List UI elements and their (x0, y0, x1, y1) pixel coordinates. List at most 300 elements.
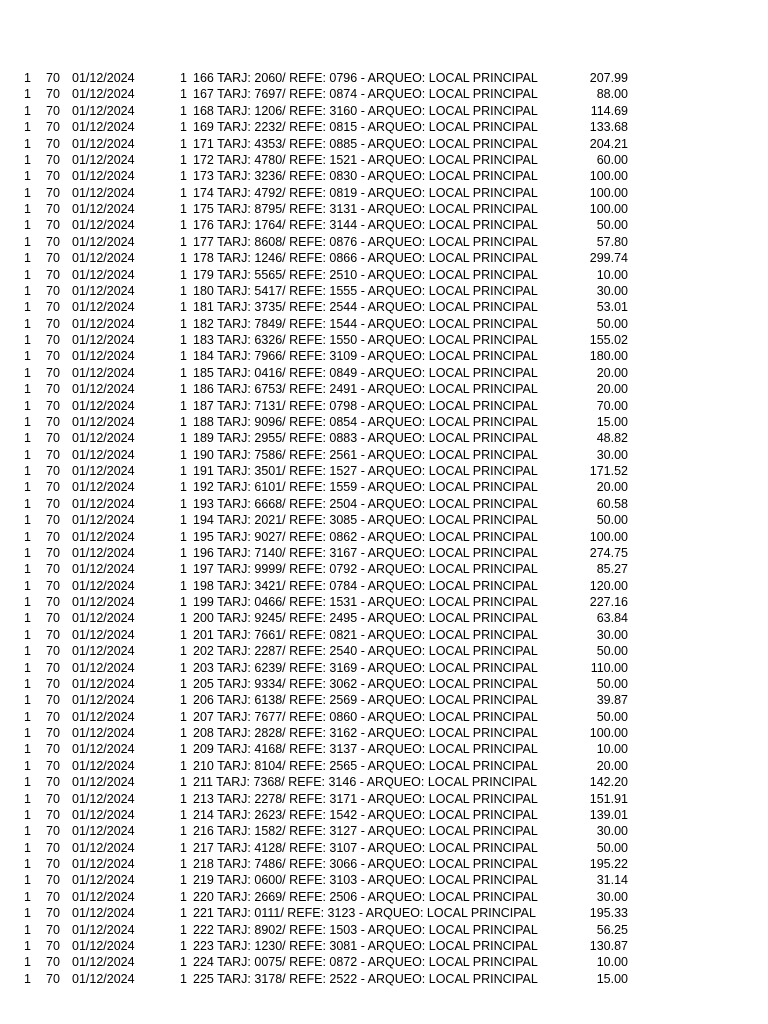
amount-cell: 207.99 (589, 71, 628, 85)
date-cell: 01/12/2024 (72, 824, 135, 839)
table-row (0, 660, 768, 676)
description-cell: 171 TARJ: 4353/ REFE: 0885 - ARQUEO: LOCAL PRINCIPAL (193, 136, 538, 151)
col-2-cell: 70 (46, 644, 60, 659)
amount-cell: 142.20 (589, 775, 628, 790)
date-cell: 01/12/2024 (72, 693, 135, 708)
table-row (0, 299, 768, 315)
amount-cell: 63.84 (596, 611, 628, 626)
col-4-cell: 1 (180, 447, 187, 462)
description-cell: 174 TARJ: 4792/ REFE: 0819 - ARQUEO: LOCAL PRINCIPAL (193, 185, 538, 200)
table-row (0, 316, 768, 332)
description-cell: 223 TARJ: 1230/ REFE: 3081 - ARQUEO: LOCAL PRINCIPAL (193, 938, 538, 953)
col-4-cell: 1 (180, 414, 187, 429)
col-4-cell: 1 (180, 578, 187, 593)
table-row (0, 136, 768, 152)
description-cell: 166 TARJ: 2060/ REFE: 0796 - ARQUEO: LOCAL PRINCIPAL (193, 71, 538, 85)
col-1-cell: 1 (24, 676, 31, 691)
col-2-cell: 70 (46, 726, 60, 740)
col-4-cell: 1 (180, 251, 187, 266)
description-cell: 199 TARJ: 0466/ REFE: 1531 - ARQUEO: LOCAL PRINCIPAL (193, 595, 538, 609)
col-4-cell: 1 (180, 169, 187, 184)
amount-cell: 274.75 (589, 545, 628, 560)
description-cell: 182 TARJ: 7849/ REFE: 1544 - ARQUEO: LOCAL PRINCIPAL (193, 316, 538, 331)
date-cell: 01/12/2024 (72, 349, 135, 364)
col-4-cell: 1 (180, 513, 187, 528)
date-cell: 01/12/2024 (72, 938, 135, 953)
table-row (0, 840, 768, 856)
col-4-cell: 1 (180, 496, 187, 511)
table-row (0, 578, 768, 594)
col-4-cell: 1 (180, 398, 187, 413)
description-cell: 192 TARJ: 6101/ REFE: 1559 - ARQUEO: LOCAL PRINCIPAL (193, 480, 538, 495)
description-cell: 179 TARJ: 5565/ REFE: 2510 - ARQUEO: LOCAL PRINCIPAL (193, 267, 538, 282)
table-row (0, 201, 768, 217)
description-cell: 214 TARJ: 2623/ REFE: 1542 - ARQUEO: LOCAL PRINCIPAL (193, 807, 538, 822)
date-cell: 01/12/2024 (72, 791, 135, 806)
col-1-cell: 1 (24, 316, 31, 331)
table-row (0, 152, 768, 168)
amount-cell: 204.21 (589, 136, 628, 151)
col-1-cell: 1 (24, 938, 31, 953)
col-2-cell: 70 (46, 333, 60, 347)
date-cell: 01/12/2024 (72, 611, 135, 626)
col-4-cell: 1 (180, 480, 187, 495)
col-4-cell: 1 (180, 333, 187, 347)
amount-cell: 100.00 (589, 185, 628, 200)
col-4-cell: 1 (180, 365, 187, 380)
description-cell: 184 TARJ: 7966/ REFE: 3109 - ARQUEO: LOCAL PRINCIPAL (193, 349, 538, 364)
col-4-cell: 1 (180, 611, 187, 626)
col-2-cell: 70 (46, 283, 60, 298)
amount-cell: 100.00 (589, 202, 628, 216)
description-cell: 213 TARJ: 2278/ REFE: 3171 - ARQUEO: LOCAL PRINCIPAL (193, 791, 538, 806)
date-cell: 01/12/2024 (72, 382, 135, 397)
table-row (0, 430, 768, 446)
col-1-cell: 1 (24, 922, 31, 937)
col-2-cell: 70 (46, 218, 60, 233)
col-1-cell: 1 (24, 152, 31, 167)
col-1-cell: 1 (24, 120, 31, 135)
col-2-cell: 70 (46, 496, 60, 511)
col-1-cell: 1 (24, 496, 31, 511)
table-row (0, 774, 768, 790)
col-1-cell: 1 (24, 431, 31, 446)
table-row (0, 545, 768, 561)
col-2-cell: 70 (46, 382, 60, 397)
date-cell: 01/12/2024 (72, 267, 135, 282)
date-cell: 01/12/2024 (72, 283, 135, 298)
table-row (0, 758, 768, 774)
col-2-cell: 70 (46, 857, 60, 871)
amount-cell: 20.00 (596, 480, 628, 495)
col-1-cell: 1 (24, 283, 31, 298)
amount-cell: 56.25 (596, 922, 628, 937)
amount-cell: 30.00 (596, 627, 628, 642)
col-1-cell: 1 (24, 349, 31, 364)
description-cell: 222 TARJ: 8902/ REFE: 1503 - ARQUEO: LOCAL PRINCIPAL (193, 922, 538, 937)
col-1-cell: 1 (24, 660, 31, 675)
col-1-cell: 1 (24, 529, 31, 544)
col-4-cell: 1 (180, 316, 187, 331)
col-4-cell: 1 (180, 234, 187, 249)
col-1-cell: 1 (24, 464, 31, 478)
table-row (0, 954, 768, 970)
col-1-cell: 1 (24, 218, 31, 233)
amount-cell: 299.74 (589, 251, 628, 266)
col-2-cell: 70 (46, 742, 60, 757)
description-cell: 198 TARJ: 3421/ REFE: 0784 - ARQUEO: LOCAL PRINCIPAL (193, 578, 538, 593)
table-row (0, 872, 768, 888)
date-cell: 01/12/2024 (72, 840, 135, 855)
description-cell: 186 TARJ: 6753/ REFE: 2491 - ARQUEO: LOCAL PRINCIPAL (193, 382, 538, 397)
amount-cell: 133.68 (589, 120, 628, 135)
table-row (0, 971, 768, 987)
col-4-cell: 1 (180, 120, 187, 135)
table-row (0, 479, 768, 495)
col-4-cell: 1 (180, 971, 187, 986)
amount-cell: 50.00 (596, 840, 628, 855)
amount-cell: 88.00 (596, 87, 628, 102)
table-row (0, 594, 768, 610)
col-2-cell: 70 (46, 840, 60, 855)
table-row (0, 512, 768, 528)
description-cell: 172 TARJ: 4780/ REFE: 1521 - ARQUEO: LOCAL PRINCIPAL (193, 152, 538, 167)
col-4-cell: 1 (180, 202, 187, 216)
amount-cell: 30.00 (596, 447, 628, 462)
col-2-cell: 70 (46, 234, 60, 249)
col-1-cell: 1 (24, 611, 31, 626)
table-row (0, 267, 768, 283)
description-cell: 185 TARJ: 0416/ REFE: 0849 - ARQUEO: LOCAL PRINCIPAL (193, 365, 538, 380)
col-4-cell: 1 (180, 889, 187, 904)
description-cell: 203 TARJ: 6239/ REFE: 3169 - ARQUEO: LOCAL PRINCIPAL (193, 660, 538, 675)
col-2-cell: 70 (46, 300, 60, 315)
date-cell: 01/12/2024 (72, 480, 135, 495)
table-row (0, 922, 768, 938)
amount-cell: 50.00 (596, 676, 628, 691)
date-cell: 01/12/2024 (72, 218, 135, 233)
col-4-cell: 1 (180, 136, 187, 151)
col-2-cell: 70 (46, 660, 60, 675)
col-4-cell: 1 (180, 824, 187, 839)
amount-cell: 227.16 (589, 595, 628, 609)
date-cell: 01/12/2024 (72, 398, 135, 413)
date-cell: 01/12/2024 (72, 447, 135, 462)
col-1-cell: 1 (24, 906, 31, 921)
table-row (0, 103, 768, 119)
amount-cell: 120.00 (589, 578, 628, 593)
col-2-cell: 70 (46, 955, 60, 970)
col-1-cell: 1 (24, 709, 31, 724)
date-cell: 01/12/2024 (72, 251, 135, 266)
table-row (0, 447, 768, 463)
amount-cell: 60.00 (596, 152, 628, 167)
col-1-cell: 1 (24, 595, 31, 609)
col-2-cell: 70 (46, 824, 60, 839)
description-cell: 211 TARJ: 7368/ REFE: 3146 - ARQUEO: LOCAL PRINCIPAL (193, 775, 537, 790)
col-4-cell: 1 (180, 349, 187, 364)
date-cell: 01/12/2024 (72, 676, 135, 691)
col-1-cell: 1 (24, 480, 31, 495)
description-cell: 178 TARJ: 1246/ REFE: 0866 - ARQUEO: LOCAL PRINCIPAL (193, 251, 538, 266)
ledger-sheet (0, 70, 768, 987)
description-cell: 167 TARJ: 7697/ REFE: 0874 - ARQUEO: LOCAL PRINCIPAL (193, 87, 538, 102)
description-cell: 197 TARJ: 9999/ REFE: 0792 - ARQUEO: LOCAL PRINCIPAL (193, 562, 538, 577)
description-cell: 181 TARJ: 3735/ REFE: 2544 - ARQUEO: LOCAL PRINCIPAL (193, 300, 538, 315)
col-4-cell: 1 (180, 562, 187, 577)
col-4-cell: 1 (180, 71, 187, 85)
col-1-cell: 1 (24, 971, 31, 986)
col-1-cell: 1 (24, 775, 31, 790)
col-1-cell: 1 (24, 447, 31, 462)
amount-cell: 130.87 (589, 938, 628, 953)
col-2-cell: 70 (46, 365, 60, 380)
col-2-cell: 70 (46, 676, 60, 691)
table-row (0, 496, 768, 512)
date-cell: 01/12/2024 (72, 758, 135, 773)
table-row (0, 823, 768, 839)
col-4-cell: 1 (180, 906, 187, 921)
date-cell: 01/12/2024 (72, 545, 135, 560)
col-2-cell: 70 (46, 807, 60, 822)
col-4-cell: 1 (180, 791, 187, 806)
date-cell: 01/12/2024 (72, 152, 135, 167)
amount-cell: 30.00 (596, 824, 628, 839)
description-cell: 216 TARJ: 1582/ REFE: 3127 - ARQUEO: LOCAL PRINCIPAL (193, 824, 538, 839)
date-cell: 01/12/2024 (72, 431, 135, 446)
col-1-cell: 1 (24, 300, 31, 315)
amount-cell: 139.01 (589, 807, 628, 822)
col-1-cell: 1 (24, 955, 31, 970)
amount-cell: 50.00 (596, 218, 628, 233)
amount-cell: 30.00 (596, 283, 628, 298)
col-4-cell: 1 (180, 464, 187, 478)
col-2-cell: 70 (46, 185, 60, 200)
table-row (0, 529, 768, 545)
table-row (0, 168, 768, 184)
amount-cell: 50.00 (596, 513, 628, 528)
col-1-cell: 1 (24, 103, 31, 118)
date-cell: 01/12/2024 (72, 529, 135, 544)
col-4-cell: 1 (180, 742, 187, 757)
amount-cell: 10.00 (596, 267, 628, 282)
col-1-cell: 1 (24, 234, 31, 249)
col-4-cell: 1 (180, 676, 187, 691)
col-1-cell: 1 (24, 824, 31, 839)
col-1-cell: 1 (24, 185, 31, 200)
col-1-cell: 1 (24, 414, 31, 429)
description-cell: 168 TARJ: 1206/ REFE: 3160 - ARQUEO: LOCAL PRINCIPAL (193, 103, 538, 118)
table-row (0, 86, 768, 102)
date-cell: 01/12/2024 (72, 333, 135, 347)
table-row (0, 348, 768, 364)
col-1-cell: 1 (24, 857, 31, 871)
description-cell: 187 TARJ: 7131/ REFE: 0798 - ARQUEO: LOCAL PRINCIPAL (193, 398, 538, 413)
amount-cell: 171.52 (589, 464, 628, 478)
col-1-cell: 1 (24, 791, 31, 806)
description-cell: 224 TARJ: 0075/ REFE: 0872 - ARQUEO: LOCAL PRINCIPAL (193, 955, 538, 970)
table-row (0, 807, 768, 823)
description-cell: 176 TARJ: 1764/ REFE: 3144 - ARQUEO: LOCAL PRINCIPAL (193, 218, 538, 233)
date-cell: 01/12/2024 (72, 644, 135, 659)
table-row (0, 741, 768, 757)
col-1-cell: 1 (24, 333, 31, 347)
amount-cell: 110.00 (590, 660, 628, 675)
col-1-cell: 1 (24, 644, 31, 659)
col-2-cell: 70 (46, 316, 60, 331)
col-2-cell: 70 (46, 775, 60, 790)
table-row (0, 856, 768, 872)
col-4-cell: 1 (180, 431, 187, 446)
description-cell: 173 TARJ: 3236/ REFE: 0830 - ARQUEO: LOCAL PRINCIPAL (193, 169, 538, 184)
col-1-cell: 1 (24, 382, 31, 397)
col-4-cell: 1 (180, 627, 187, 642)
col-4-cell: 1 (180, 840, 187, 855)
amount-cell: 20.00 (596, 382, 628, 397)
description-cell: 218 TARJ: 7486/ REFE: 3066 - ARQUEO: LOCAL PRINCIPAL (193, 857, 538, 871)
amount-cell: 48.82 (596, 431, 628, 446)
description-cell: 206 TARJ: 6138/ REFE: 2569 - ARQUEO: LOCAL PRINCIPAL (193, 693, 538, 708)
description-cell: 220 TARJ: 2669/ REFE: 2506 - ARQUEO: LOCAL PRINCIPAL (193, 889, 538, 904)
amount-cell: 114.69 (590, 103, 628, 118)
col-2-cell: 70 (46, 267, 60, 282)
col-4-cell: 1 (180, 726, 187, 740)
date-cell: 01/12/2024 (72, 120, 135, 135)
col-1-cell: 1 (24, 545, 31, 560)
date-cell: 01/12/2024 (72, 71, 135, 85)
date-cell: 01/12/2024 (72, 709, 135, 724)
date-cell: 01/12/2024 (72, 807, 135, 822)
col-1-cell: 1 (24, 365, 31, 380)
col-4-cell: 1 (180, 660, 187, 675)
date-cell: 01/12/2024 (72, 202, 135, 216)
col-2-cell: 70 (46, 693, 60, 708)
col-1-cell: 1 (24, 726, 31, 740)
amount-cell: 20.00 (596, 758, 628, 773)
description-cell: 202 TARJ: 2287/ REFE: 2540 - ARQUEO: LOCAL PRINCIPAL (193, 644, 538, 659)
col-2-cell: 70 (46, 562, 60, 577)
description-cell: 194 TARJ: 2021/ REFE: 3085 - ARQUEO: LOCAL PRINCIPAL (193, 513, 538, 528)
table-row (0, 414, 768, 430)
description-cell: 209 TARJ: 4168/ REFE: 3137 - ARQUEO: LOCAL PRINCIPAL (193, 742, 538, 757)
description-cell: 191 TARJ: 3501/ REFE: 1527 - ARQUEO: LOCAL PRINCIPAL (193, 464, 538, 478)
amount-cell: 30.00 (596, 889, 628, 904)
description-cell: 219 TARJ: 0600/ REFE: 3103 - ARQUEO: LOCAL PRINCIPAL (193, 873, 538, 888)
amount-cell: 151.91 (589, 791, 628, 806)
description-cell: 180 TARJ: 5417/ REFE: 1555 - ARQUEO: LOCAL PRINCIPAL (193, 283, 538, 298)
amount-cell: 60.58 (596, 496, 628, 511)
col-4-cell: 1 (180, 529, 187, 544)
amount-cell: 50.00 (596, 644, 628, 659)
date-cell: 01/12/2024 (72, 103, 135, 118)
col-2-cell: 70 (46, 889, 60, 904)
amount-cell: 15.00 (596, 971, 628, 986)
col-1-cell: 1 (24, 758, 31, 773)
col-4-cell: 1 (180, 873, 187, 888)
col-1-cell: 1 (24, 578, 31, 593)
table-row (0, 381, 768, 397)
table-row (0, 561, 768, 577)
col-4-cell: 1 (180, 709, 187, 724)
col-2-cell: 70 (46, 120, 60, 135)
col-2-cell: 70 (46, 758, 60, 773)
col-2-cell: 70 (46, 938, 60, 953)
col-2-cell: 70 (46, 87, 60, 102)
col-2-cell: 70 (46, 152, 60, 167)
date-cell: 01/12/2024 (72, 627, 135, 642)
col-4-cell: 1 (180, 300, 187, 315)
table-row (0, 676, 768, 692)
table-row (0, 709, 768, 725)
col-4-cell: 1 (180, 758, 187, 773)
description-cell: 207 TARJ: 7677/ REFE: 0860 - ARQUEO: LOCAL PRINCIPAL (193, 709, 538, 724)
description-cell: 225 TARJ: 3178/ REFE: 2522 - ARQUEO: LOCAL PRINCIPAL (193, 971, 538, 986)
col-4-cell: 1 (180, 545, 187, 560)
col-1-cell: 1 (24, 71, 31, 85)
col-2-cell: 70 (46, 922, 60, 937)
col-2-cell: 70 (46, 873, 60, 888)
amount-cell: 50.00 (596, 709, 628, 724)
col-2-cell: 70 (46, 71, 60, 85)
col-1-cell: 1 (24, 267, 31, 282)
col-1-cell: 1 (24, 513, 31, 528)
table-row (0, 398, 768, 414)
date-cell: 01/12/2024 (72, 316, 135, 331)
amount-cell: 53.01 (596, 300, 628, 315)
amount-cell: 39.87 (596, 693, 628, 708)
date-cell: 01/12/2024 (72, 234, 135, 249)
table-row (0, 791, 768, 807)
col-1-cell: 1 (24, 87, 31, 102)
date-cell: 01/12/2024 (72, 169, 135, 184)
date-cell: 01/12/2024 (72, 595, 135, 609)
date-cell: 01/12/2024 (72, 889, 135, 904)
table-row (0, 905, 768, 921)
date-cell: 01/12/2024 (72, 578, 135, 593)
amount-cell: 20.00 (596, 365, 628, 380)
col-1-cell: 1 (24, 840, 31, 855)
col-2-cell: 70 (46, 414, 60, 429)
table-row (0, 365, 768, 381)
col-4-cell: 1 (180, 644, 187, 659)
date-cell: 01/12/2024 (72, 87, 135, 102)
description-cell: 189 TARJ: 2955/ REFE: 0883 - ARQUEO: LOCAL PRINCIPAL (193, 431, 538, 446)
amount-cell: 31.14 (596, 873, 628, 888)
description-cell: 196 TARJ: 7140/ REFE: 3167 - ARQUEO: LOCAL PRINCIPAL (193, 545, 538, 560)
col-1-cell: 1 (24, 136, 31, 151)
description-cell: 210 TARJ: 8104/ REFE: 2565 - ARQUEO: LOCAL PRINCIPAL (193, 758, 538, 773)
date-cell: 01/12/2024 (72, 136, 135, 151)
amount-cell: 15.00 (596, 414, 628, 429)
amount-cell: 10.00 (596, 742, 628, 757)
table-row (0, 463, 768, 479)
date-cell: 01/12/2024 (72, 496, 135, 511)
col-4-cell: 1 (180, 267, 187, 282)
table-row (0, 332, 768, 348)
date-cell: 01/12/2024 (72, 660, 135, 675)
col-2-cell: 70 (46, 791, 60, 806)
table-row (0, 283, 768, 299)
col-1-cell: 1 (24, 562, 31, 577)
amount-cell: 180.00 (589, 349, 628, 364)
col-4-cell: 1 (180, 595, 187, 609)
col-4-cell: 1 (180, 775, 187, 790)
col-4-cell: 1 (180, 693, 187, 708)
col-1-cell: 1 (24, 742, 31, 757)
date-cell: 01/12/2024 (72, 873, 135, 888)
col-4-cell: 1 (180, 218, 187, 233)
col-4-cell: 1 (180, 103, 187, 118)
